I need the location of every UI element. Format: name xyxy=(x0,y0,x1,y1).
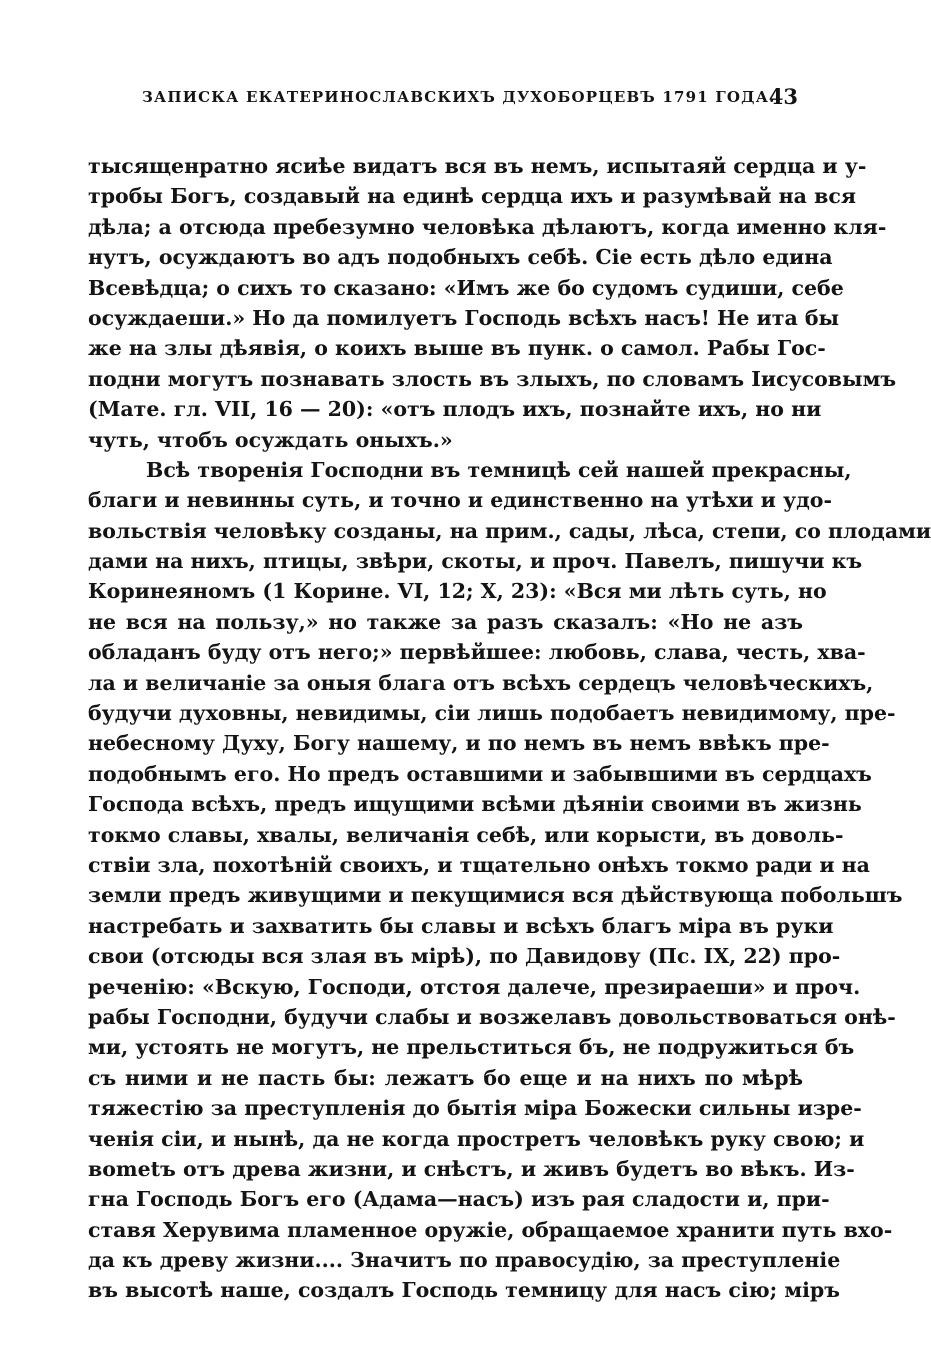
text-line: благи и невинны суть, и точно и единственно на утѣхи и удо- xyxy=(88,488,832,513)
text-line: ствіи зла, похотѣній своихъ, и тщательно онѣхъ токмо ради и на xyxy=(88,852,870,877)
text-line: подни могутъ познавать злость въ злыхъ, по словамъ Іисусовымъ xyxy=(88,366,897,391)
text-line: дами на нихъ, птицы, звѣри, скоты, и проч. Павелъ, пишучи къ xyxy=(88,549,863,574)
text-line: ла и величаніе за оныя блага отъ всѣхъ сердецъ человѣческихъ, xyxy=(88,670,874,695)
text-line: Всевѣдца; о сихъ то сказано: «Имъ же бо судомъ судиши, себе xyxy=(88,275,844,300)
text-line: Коринеяномъ (1 Корине. VI, 12; X, 23): «Вся ми лѣть суть, но xyxy=(88,579,827,604)
text-line: нутъ, осуждаютъ во адъ подобныхъ себѣ. Сіе есть дѣло едина xyxy=(88,245,833,270)
text-line: гна Господь Богъ его (Адама—насъ) изъ рая сладости и, при- xyxy=(88,1187,830,1212)
text-line: дѣла; а отсюда пребезумно человѣка дѣлаютъ, когда именно кля- xyxy=(88,214,887,239)
text-line: земли предъ живущими и пекущимися вся дѣйствующа побольшъ xyxy=(88,883,903,908)
text-line: чуть, чтобъ осуждать оныхъ.» xyxy=(88,427,453,452)
text-line: ставя Херувима пламенное оружіе, обращаемое хранити путь вхо- xyxy=(88,1217,893,1242)
text-line: не вся на пользу,» но также за разъ сказалъ: «Но не азъ xyxy=(88,609,803,634)
paragraph xyxy=(88,151,897,455)
text-line: Всѣ творенія Господни въ темницѣ сей нашей прекрасны, xyxy=(146,457,852,482)
text-line: настребать и захватить бы славы и всѣхъ благъ міра въ руки xyxy=(88,913,834,938)
text-line: осуждаеши.» Но да помилуетъ Господь всѣхъ насъ! Не ита бы xyxy=(88,305,840,330)
text-line: въ высотѣ наше, создалъ Господь темницу для насъ сію; міръ xyxy=(88,1278,840,1303)
text-line: небесному Духу, Богу нашему, и по немъ въ немъ ввѣкъ пре- xyxy=(88,731,830,756)
text-line: реченію: «Вскую, Господи, отстоя далече, презираеши» и проч. xyxy=(88,974,861,999)
text-line: токмо славы, хвалы, величанія себѣ, или корысти, въ доволь- xyxy=(88,822,844,847)
text-line: съ ними и не пасть бы: лежатъ бо еще и на нихъ по мѣрѣ xyxy=(88,1065,803,1090)
text-line: ми, устоять не могутъ, не прельститься бъ, не подружиться бъ xyxy=(88,1035,855,1060)
text-line: вometъ отъ древа жизни, и снѣстъ, и живъ будетъ во вѣкъ. Из- xyxy=(88,1156,855,1181)
text-line: же на злы дѣявія, о коихъ выше въ пунк. о самол. Рабы Гос- xyxy=(88,336,826,361)
text-line: Господа всѣхъ, предъ ищущими всѣми дѣяніи своими въ жизнь xyxy=(88,792,862,817)
running-title: ЗАПИСКА ЕКАТЕРИНОСЛАВСКИХЪ ДУХОБОРЦЕВЪ 1791 ГОДА. xyxy=(142,88,776,106)
text-line: вольствія человѣку созданы, на прим., сады, лѣса, степи, со плодами xyxy=(88,518,931,543)
text-line: (Мате. гл. VII, 16 — 20): «отъ плодъ ихъ, познайте ихъ, но ни xyxy=(88,397,822,422)
text-line: ченія сіи, и нынѣ, да не когда простретъ человѣкъ руку свою; и xyxy=(88,1126,865,1151)
text-line: обладанъ буду отъ него;» первѣйшее: любовь, слава, честь, хва- xyxy=(88,640,866,665)
text-line: подобнымъ его. Но предъ оставшими и забывшими въ сердцахъ xyxy=(88,761,872,786)
page-number: 43 xyxy=(768,84,798,109)
body-text xyxy=(88,151,931,1306)
text-line: да къ древу жизни.... Значитъ по правосудію, за преступленіе xyxy=(88,1248,841,1273)
text-line: свои (отсюды вся злая въ мірѣ), по Давидову (Пс. IX, 22) про- xyxy=(88,944,841,969)
text-line: тяжестію за преступленія до бытія міра Божески сильны изре- xyxy=(88,1096,862,1121)
text-line: тробы Богъ, создавый на единѣ сердца ихъ и разумѣвай на вся xyxy=(88,184,856,209)
text-line: будучи духовны, невидимы, сіи лишь подобаетъ невидимому, пре- xyxy=(88,701,896,726)
paragraph xyxy=(88,455,931,1306)
text-line: тысященратно ясиѣе видатъ вся въ немъ, испытаяй сердца и у- xyxy=(88,154,867,178)
text-line: рабы Господни, будучи слабы и возжелавъ довольствоваться онѣ- xyxy=(88,1004,896,1029)
